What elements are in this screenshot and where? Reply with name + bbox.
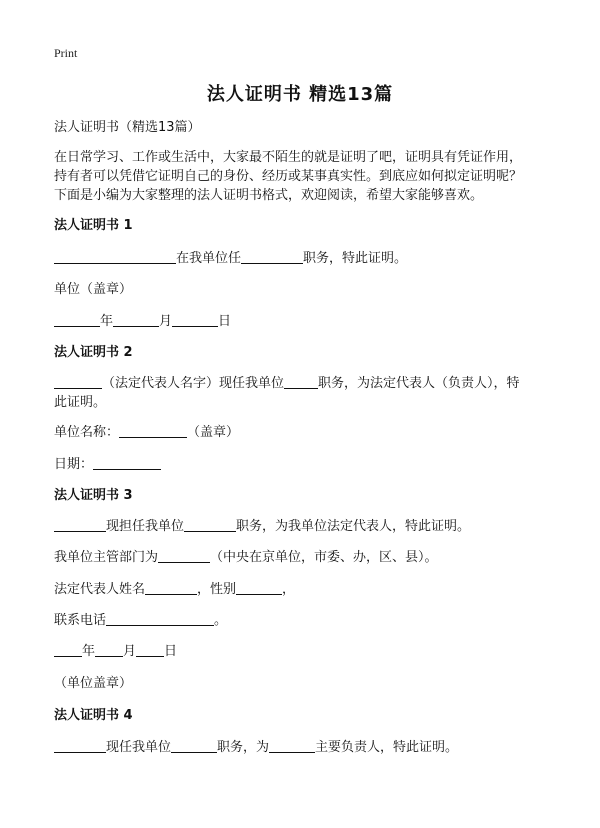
section-3-seal: （单位盖章） [54,676,133,691]
blank-field [54,312,100,327]
blank-field [54,374,102,389]
section-2-unit: 单位名称： （盖章） [54,425,240,440]
blank-field [241,249,303,264]
blank-field [54,642,82,657]
blank-field [119,423,187,438]
blank-field [172,312,218,327]
section-3-heading: 法人证明书 3 [54,488,133,503]
section-3-statement: 现担任我单位 职务，为我单位法定代表人，特此证明。 [54,517,470,536]
section-4-statement: 现任我单位 职务，为 主要负责人，特此证明。 [54,738,458,757]
blank-field [106,611,214,626]
section-3-phone: 联系电话 。 [54,613,228,628]
intro-line-3: 下面是小编为大家整理的法人证明书格式，欢迎阅读，希望大家能够喜欢。 [54,188,484,203]
blank-field [145,580,197,595]
blank-field [284,374,318,389]
blank-field [236,580,282,595]
blank-field [113,312,159,327]
print-link[interactable]: Print [54,46,78,60]
blank-field [93,455,161,470]
subtitle: 法人证明书（精选13篇） [54,120,201,135]
section-1-date: 年 月 日 [54,312,231,331]
section-2-statement-cont: 此证明。 [54,395,107,410]
intro-line-2: 持有者可以凭借它证明自己的身份、经历或某事真实性。到底应如何拟定证明呢？ [54,169,523,184]
section-3-dept: 我单位主管部门为 （中央在京单位，市委、办，区、县）。 [54,550,438,565]
blank-field [54,738,106,753]
intro-line-1: 在日常学习、工作或生活中，大家最不陌生的就是证明了吧，证明具有凭证作用， [54,150,523,165]
section-3-name: 法定代表人姓名 ，性别 ， [54,582,296,597]
section-4-heading: 法人证明书 4 [54,708,133,723]
blank-field [171,738,217,753]
section-1-seal: 单位（盖章） [54,282,133,297]
section-2-date: 日期： [54,455,161,474]
document-title: 法人证明书 精选13篇 [206,84,394,105]
blank-field [54,249,176,264]
section-1-statement: 在我单位任 职务，特此证明。 [54,249,407,268]
blank-field [95,642,123,657]
section-3-date: 年 月 日 [54,642,177,661]
blank-field [158,548,210,563]
blank-field [54,517,106,532]
section-2-heading: 法人证明书 2 [54,345,133,360]
section-1-heading: 法人证明书 1 [54,218,133,233]
blank-field [269,738,315,753]
blank-field [184,517,236,532]
section-2-statement: （法定代表人名字）现任我单位 职务，为法定代表人（负责人），特 [54,374,520,393]
blank-field [136,642,164,657]
